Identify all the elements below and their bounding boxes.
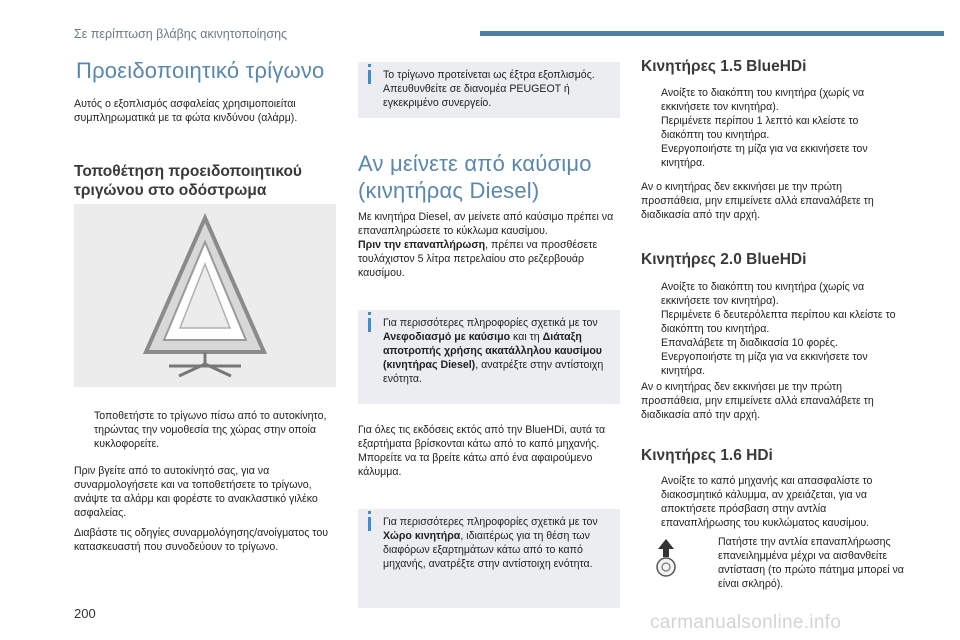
list-item: Περιμένετε 6 δευτερόλεπτα περίπου και κλείστε το διακόπτη του κινητήρα. bbox=[661, 309, 896, 335]
warning-triangle-icon bbox=[74, 204, 336, 387]
note-optional-equipment: Το τρίγωνο προτείνεται ως έξτρα εξοπλισμός. Απευθυνθείτε σε διανομέα PEUGEOT ή εγκεκριμένο συνεργείο. bbox=[358, 62, 620, 118]
info-icon bbox=[368, 318, 371, 332]
list-item: Ενεργοποιήστε τη μίζα για να εκκινήσετε τον κινητήρα. bbox=[661, 351, 868, 377]
list-item: Ανοίξτε το διακόπτη του κινητήρα (χωρίς να εκκινήσετε τον κινητήρα). bbox=[661, 281, 865, 307]
section-title-triangle: Προειδοποιητικό τρίγωνο bbox=[76, 58, 325, 83]
para-retry-1: Αν ο κινητήρας δεν εκκινήσει με την πρώτη προσπάθεια, μην επιμείνετε αλλά επαναλάβετε τη διαδικασία από την αρχή. bbox=[641, 181, 874, 221]
para-components: Για όλες τις εκδόσεις εκτός από την BlueHDi, αυτά τα εξαρτήματα βρίσκονται κάτω από το καπό μηχανής. Μπορείτε να τα βρείτε κάτω από ένα αφαιρούμενο κάλυμμα. bbox=[358, 424, 606, 478]
list-item: Ανοίξτε το καπό μηχανής και απασφαλίστε το διακοσμητικό κάλυμμα, αν χρειάζεται, για να αποκτήσετε πρόσβαση στην αντλία επαναπλήρωσης του κυκλώματος καυσίμου. bbox=[661, 475, 873, 529]
breadcrumb: Σε περίπτωση βλάβης ακινητοποίησης bbox=[74, 27, 288, 41]
heading-1-5-bluehdi: Κινητήρες 1.5 BlueHDi bbox=[641, 58, 807, 75]
para-diesel: Με κινητήρα Diesel, αν μείνετε από καύσιμο πρέπει να επαναπληρώσετε το κύκλωμα καυσίμου. Πριν την επαναπλήρωση, πρέπει να προσθέσετε τουλάχιστον 5 λίτρα πετρελαίου στο ρεζερβουάρ καυσίμου. bbox=[358, 211, 614, 279]
heading-2-0-bluehdi: Κινητήρες 2.0 BlueHDi bbox=[641, 251, 807, 268]
watermark: carmanualsonline.info bbox=[650, 612, 842, 633]
note-refuelling: Για περισσότερες πληροφορίες σχετικά με τον Ανεφοδιασμό με καύσιμο και τη Διάταξη αποτροπής χρήσης ακατάλληλου καυσίμου (κινητήρας Diesel), ανατρέξτε στην αντίστοιχη ενότητα. bbox=[358, 310, 620, 404]
triangle-bullet: Τοποθετήστε το τρίγωνο πίσω από το αυτοκίνητο, τηρώντας την νομοθεσία της χώρας στην οποία κυκλοφορείτε. bbox=[94, 410, 327, 450]
subtitle-placement: Τοποθέτηση προειδοποιητικού τριγώνου στο οδόστρωμα bbox=[74, 163, 302, 199]
info-icon bbox=[368, 517, 371, 531]
heading-1-6-hdi: Κινητήρες 1.6 HDi bbox=[641, 447, 773, 464]
header-bar bbox=[480, 31, 944, 36]
list-item: Επαναλάβετε τη διαδικασία 10 φορές. bbox=[661, 337, 838, 349]
intro-text: Αυτός ο εξοπλισμός ασφαλείας χρησιμοποιείται συμπληρωματικά με τα φώτα κινδύνου (αλάρμ). bbox=[74, 98, 298, 124]
note-engine-bay: Για περισσότερες πληροφορίες σχετικά με τον Χώρο κινητήρα, ιδιαιτέρως για τη θέση των διαφόρων εξαρτημάτων κάτω από το καπό μηχανής, ανατρέξτε στην αντίστοιχη ενότητα. bbox=[358, 509, 620, 608]
pump-bullet: Πατήστε την αντλία επαναπλήρωσης επανειλημμένα μέχρι να αισθανθείτε αντίσταση (το πρώτο πάτημα μπορεί να είναι σκληρό). bbox=[718, 536, 904, 590]
list-item: Ενεργοποιήστε τη μίζα για να εκκινήσετε τον κινητήρα. bbox=[661, 143, 868, 169]
warning-triangle-illustration bbox=[74, 204, 336, 387]
para-instructions: Διαβάστε τις οδηγίες συναρμολόγησης/ανοίγματος του κατασκευαστή που συνοδεύουν το τρίγωνο. bbox=[74, 527, 329, 553]
para-retry-2: Αν ο κινητήρας δεν εκκινήσει με την πρώτη προσπάθεια, μην επιμείνετε αλλά επαναλάβετε τη διαδικασία από την αρχή. bbox=[641, 381, 874, 421]
para-before-exit: Πριν βγείτε από το αυτοκίνητό σας, για να συναρμολογήσετε και να τοποθετήσετε το τρίγωνο, ανάψτε τα αλάρμ και φορέστε το ανακλαστικό γιλέκο ασφαλείας. bbox=[74, 465, 318, 519]
list-item: Περιμένετε περίπου 1 λεπτό και κλείστε το διακόπτη του κινητήρα. bbox=[661, 115, 859, 141]
info-icon bbox=[368, 70, 371, 84]
page-number: 200 bbox=[74, 606, 96, 621]
priming-pump-icon bbox=[652, 537, 680, 577]
list-item: Ανοίξτε το διακόπτη του κινητήρα (χωρίς να εκκινήσετε τον κινητήρα). bbox=[661, 87, 865, 113]
section-title-fuel: Αν μείνετε από καύσιμο (κινητήρας Diesel) bbox=[358, 151, 592, 203]
